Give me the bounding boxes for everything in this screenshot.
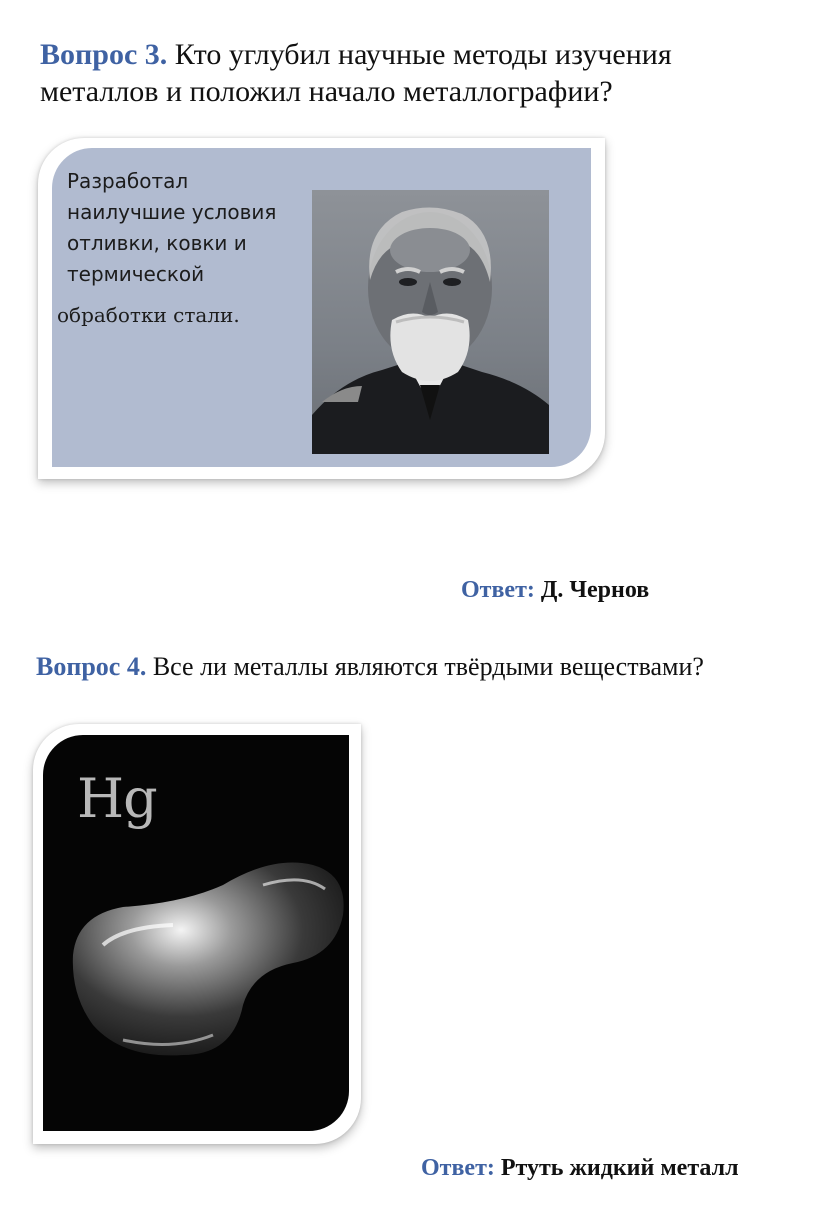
question-4-card xyxy=(33,724,361,1144)
portrait-illustration xyxy=(312,190,549,454)
answer-4 xyxy=(421,1155,739,1182)
answer-3-text: Д. Чернов xyxy=(534,577,650,603)
question-4-label: Вопрос 4. xyxy=(36,652,147,681)
question-4 xyxy=(36,650,796,684)
question-3-label: Вопрос 3. xyxy=(40,38,168,71)
answer-4-text: Ртуть жидкий металл xyxy=(494,1155,739,1181)
question-3 xyxy=(40,36,780,110)
element-symbol: Hg xyxy=(77,767,157,830)
card-line: Разработал xyxy=(67,169,189,193)
answer-3 xyxy=(461,577,649,604)
question-3-text: Кто углубил научные методы изучения металлов и положил начало металлографии? xyxy=(40,38,672,108)
card-description xyxy=(57,166,307,331)
question-3-card xyxy=(38,138,605,479)
card-line: наилучшие условия xyxy=(67,200,277,224)
question-3-card-inner xyxy=(52,148,591,467)
portrait-photo xyxy=(312,190,549,454)
answer-3-label: Ответ: xyxy=(461,577,535,603)
card-line: отливки, ковки и xyxy=(67,231,247,255)
card-line: обработки стали. xyxy=(57,303,240,327)
mercury-drop-illustration xyxy=(63,845,349,1085)
answer-4-label: Ответ: xyxy=(421,1155,495,1181)
question-4-text: Все ли металлы являются твёрдыми веществами? xyxy=(146,652,704,681)
mercury-image xyxy=(43,735,349,1131)
card-line: термической xyxy=(67,262,205,286)
